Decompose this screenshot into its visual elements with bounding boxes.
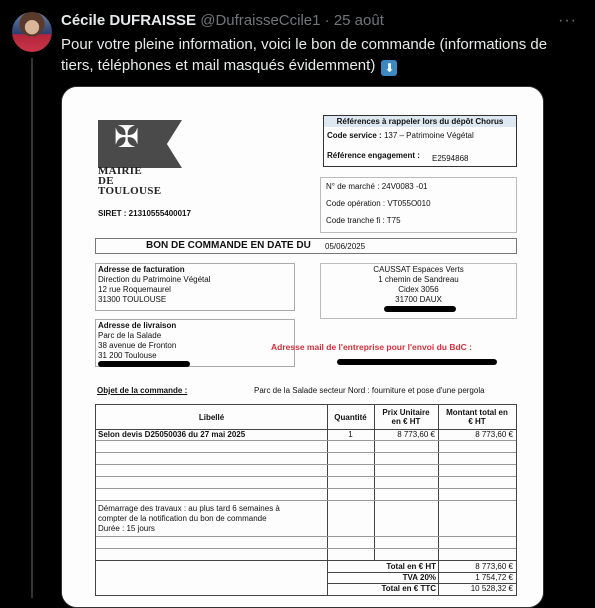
total-ht-value: 8 773,60 € xyxy=(475,562,513,571)
thread-line xyxy=(31,58,33,598)
redaction-bar xyxy=(98,361,190,367)
logo-text: MAIRIE DE TOULOUSE xyxy=(98,165,162,197)
marche-info-box xyxy=(320,177,517,233)
row-divider xyxy=(96,464,516,465)
order-title: BON DE COMMANDE EN DATE DU xyxy=(146,240,311,251)
email-notice: Adresse mail de l'entreprise pour l'envoi du BdC : xyxy=(271,342,473,352)
billing-line-2: 12 rue Roquemaurel xyxy=(98,285,171,294)
marche-label: N° de marché : xyxy=(326,182,380,191)
row-divider xyxy=(96,548,516,549)
tranche-value: T75 xyxy=(386,216,401,225)
tweet-text xyxy=(61,34,581,76)
order-object-value: Parc de la Salade secteur Nord : fourniture et pose d'une pergola xyxy=(254,386,485,395)
billing-line-3: 31300 TOULOUSE xyxy=(98,295,167,304)
order-table xyxy=(95,404,517,596)
tweet-date[interactable]: 25 août xyxy=(333,12,384,29)
total-ttc-label: Total en € TTC xyxy=(381,584,436,593)
billing-label: Adresse de facturation xyxy=(98,265,185,274)
reference-value: E2594868 xyxy=(432,154,469,163)
author-name[interactable]: Cécile DUFRAISSE xyxy=(61,12,197,29)
order-notes xyxy=(98,504,280,534)
supplier-line-2: 1 chemin de Sandreau xyxy=(378,275,459,284)
order-object-label: Objet de la commande : xyxy=(97,386,188,395)
header-quantite: Quantité xyxy=(334,412,367,422)
billing-address-box xyxy=(95,263,295,311)
reference-label: Référence engagement : xyxy=(327,151,420,160)
tweet-body: Pour votre pleine information, voici le bon de commande (informations de tiers, téléphones et mail masqués évidemment) xyxy=(61,36,548,74)
order-title-box xyxy=(95,238,517,254)
note-line-1: Démarrage des travaux : au plus tard 6 semaines à xyxy=(98,504,280,513)
tva-label: TVA 20% xyxy=(402,573,436,582)
row-divider xyxy=(96,500,516,501)
item-prix: 8 773,60 € xyxy=(397,430,435,439)
supplier-line-4: 31700 DAUX xyxy=(395,295,442,304)
delivery-label: Adresse de livraison xyxy=(98,321,177,330)
purchase-order-document xyxy=(62,87,543,607)
operation-label: Code opération : xyxy=(326,199,386,208)
total-ht-label: Total en € HT xyxy=(386,562,436,571)
total-ttc-value: 10 528,32 € xyxy=(470,584,513,593)
code-service-label: Code service : xyxy=(327,131,382,140)
tweet-image[interactable] xyxy=(61,86,544,608)
supplier-line-1: CAUSSAT Espaces Verts xyxy=(373,265,464,274)
header-libelle: Libellé xyxy=(198,412,225,422)
operation-value: VT055O010 xyxy=(387,199,431,208)
delivery-line-1: Parc de la Salade xyxy=(98,331,162,340)
separator: · xyxy=(324,12,330,29)
column-divider xyxy=(327,560,328,595)
chorus-title: Références à rappeler lors du dépôt Chorus xyxy=(324,116,516,127)
row-divider xyxy=(96,452,516,453)
billing-line-1: Direction du Patrimoine Végétal xyxy=(98,275,211,284)
tranche-label: Code tranche fi : xyxy=(326,216,385,225)
order-date: 05/06/2025 xyxy=(325,242,366,251)
row-divider xyxy=(96,476,516,477)
supplier-box xyxy=(320,263,517,319)
author-handle[interactable]: @DufraisseCcile1 xyxy=(200,12,321,29)
marche-value: 24V0083 -01 xyxy=(381,182,428,191)
supplier-line-3: Cidex 3056 xyxy=(398,285,439,294)
tva-value: 1 754,72 € xyxy=(475,573,513,582)
redaction-bar xyxy=(384,306,456,312)
item-montant: 8 773,60 € xyxy=(475,430,513,439)
header-montant: Montant total en € HT xyxy=(446,408,508,426)
avatar[interactable] xyxy=(12,12,52,52)
row-divider xyxy=(96,560,516,561)
note-line-3: Durée : 15 jours xyxy=(98,524,155,533)
more-horizontal-icon[interactable]: ··· xyxy=(558,12,577,29)
down-arrow-emoji: ⬇ xyxy=(381,60,397,76)
email-redaction-bar xyxy=(337,359,497,365)
tweet-header xyxy=(61,12,384,29)
code-service-value: 137 – Patrimoine Végétal xyxy=(383,131,474,140)
delivery-line-3: 31 200 Toulouse xyxy=(98,351,157,360)
toulouse-logo-flag xyxy=(98,120,182,168)
occitan-cross-icon: ✠ xyxy=(114,121,140,154)
delivery-address-box xyxy=(95,319,295,367)
item-libelle: Selon devis D25050036 du 27 mai 2025 xyxy=(98,430,246,439)
siret: SIRET : 21310555400017 xyxy=(98,209,191,218)
row-divider xyxy=(96,488,516,489)
row-divider xyxy=(96,536,516,537)
row-divider xyxy=(96,440,516,441)
chorus-references-box xyxy=(323,115,517,167)
item-quantite: 1 xyxy=(348,430,353,439)
header-prix: Prix Unitaire en € HT xyxy=(382,408,430,426)
note-line-2: compter de la notification du bon de commande xyxy=(98,514,267,523)
delivery-line-2: 38 avenue de Fronton xyxy=(98,341,177,350)
